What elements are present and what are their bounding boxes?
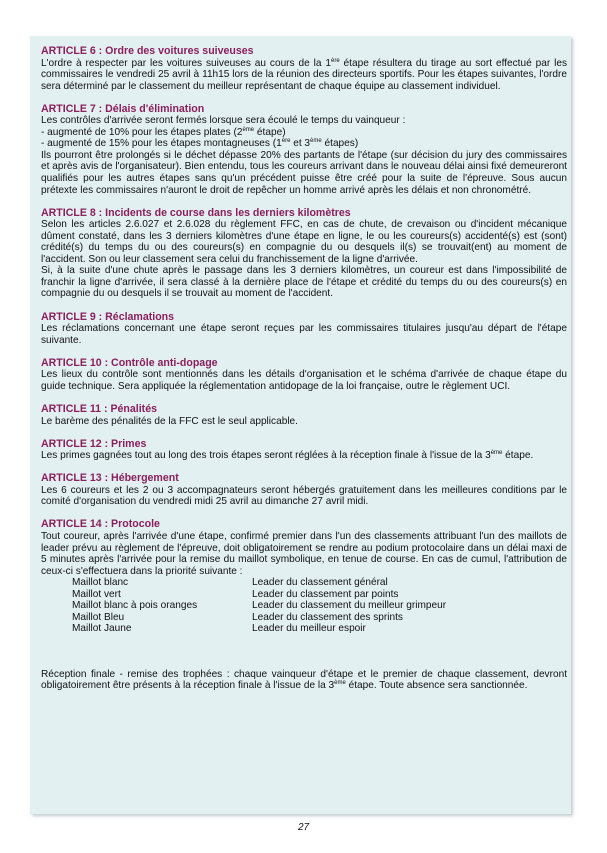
- superscript: ème: [334, 680, 346, 687]
- maillot-leader: Leader du meilleur espoir: [252, 623, 366, 635]
- article-title: ARTICLE 11 : Pénalités: [41, 402, 157, 415]
- text-run: - augmenté de 10% pour les étapes plates (2: [41, 126, 243, 138]
- regulations-text: [41, 46, 567, 692]
- text-run: Si, à la suite d'une chute après le passage dans les 3 derniers kilomètres, un coureur est dans l'impossibilité de franchir la ligne d'arrivée, il sera classé à la dernière place de l'étape et crédité du temps du ou des coureurs(s) en compagnie du ou desquels il se trouvait au moment de l'accident.: [41, 265, 567, 300]
- article-section: [41, 104, 567, 196]
- text-run: étape résultera du tirage au sort effectué par les commissaires le vendredi 25 avril à 11h15 lors de la réunion des directeurs sportifs. Pour les étapes suivantes, l'ordre sera déterminé par le classement du meilleur représentant de chaque équipe au classement individuel.: [41, 57, 568, 92]
- maillot-row: [41, 577, 567, 589]
- article-paragraph: [41, 138, 567, 150]
- text-run: Selon les articles 2.6.027 et 2.6.028 du règlement FFC, en cas de chute, de crevaison ou d'incident mécanique dûment constaté, dans les 3 derniers kilomètres d'une étape en ligne, le ou les coureurs(s) accidenté(s) est (sont) crédité(s) du temps du ou des coureurs(s) en compagnie du ou desquels il(s) se trouvait(ent) au moment de l'accident. Son ou leur classement sera celui du franchissement de la ligne d'arrivée.: [41, 219, 567, 265]
- maillot-leader: Leader du classement du meilleur grimpeur: [252, 600, 447, 612]
- text-run: étape): [254, 126, 286, 138]
- article-title: ARTICLE 14 : Protocole: [41, 518, 160, 531]
- article-title: ARTICLE 9 : Réclamations: [41, 310, 175, 323]
- article-paragraph: [41, 531, 567, 577]
- article-paragraph: [41, 115, 567, 127]
- maillot-leader: Leader du classement par points: [252, 588, 399, 600]
- maillot-row: [41, 623, 567, 635]
- article-paragraph: [41, 485, 567, 508]
- maillot-row: [41, 589, 567, 601]
- text-run: Le barème des pénalités de la FFC est le seul applicable.: [41, 415, 298, 427]
- article-paragraph: [41, 127, 567, 139]
- maillot-row: [41, 600, 567, 612]
- article-paragraph: [41, 416, 567, 428]
- maillot-leader: Leader du classement général: [252, 577, 388, 589]
- text-run: - augmenté de 15% pour les étapes montagneuses (1: [41, 138, 282, 150]
- text-run: L'ordre à respecter par les voitures suiveuses au cours de la 1: [41, 57, 331, 69]
- text-run: Les primes gagnées tout au long des trois étapes seront réglées à la réception finale à l'issue de la 3: [41, 450, 491, 462]
- article-section: [41, 312, 567, 347]
- article-title: ARTICLE 13 : Hébergement: [41, 472, 179, 485]
- maillot-name: Maillot Jaune: [72, 623, 132, 635]
- article-section: [41, 46, 567, 92]
- text-run: Ils pourront être prolongés si le déchet dépasse 20% des partants de l'étape (sur décision du jury des commissaires et après avis de l'organisateur). Bien entendu, tous les coureurs arrivant dans le nouveau délai ainsi fixé demeureront qualifiés pour les autres étapes sans qu'un précédent puisse être créé pour la suite de l'épreuve. Sous aucun prétexte les commissaires n'auront le droit de repêcher un homme arrivé après les délais et non chronométré.: [41, 149, 567, 196]
- article-title: ARTICLE 12 : Primes: [41, 437, 147, 450]
- article-section: [41, 519, 567, 634]
- page-number: 27: [297, 822, 310, 833]
- article-paragraph: [41, 219, 567, 265]
- article-paragraph: [41, 58, 567, 93]
- text-run: Réception finale - remise des trophées : chaque vainqueur d'étape et le premier de chaque classement, devront obligatoirement être présents à la réception finale à l'issue de la 3: [41, 668, 567, 692]
- article-title: ARTICLE 8 : Incidents de course dans les derniers kilomètres: [41, 206, 351, 219]
- article-title: ARTICLE 10 : Contrôle anti-dopage: [41, 356, 218, 369]
- article-title: ARTICLE 6 : Ordre des voitures suiveuses: [41, 45, 254, 57]
- maillot-name: Maillot Bleu: [72, 611, 125, 623]
- superscript: ème: [310, 138, 322, 145]
- article-section: [41, 404, 567, 427]
- article-title: ARTICLE 7 : Délais d'élimination: [41, 102, 205, 115]
- maillot-row: [41, 612, 567, 624]
- article-paragraph: [41, 450, 567, 462]
- text-run: Tout coureur, après l'arrivée d'une étape, confirmé premier dans l'un des classements attribuant l'un des maillots de leader prévu au règlement de l'épreuve, doit obligatoirement se rendre au podium protocolaire dans un délai maxi de 5 minutes après l'arrivée pour la remise du maillot symbolique, en tenue de course. En cas de cumul, l'attribution de ceux-ci s'effectuera dans la priorité suivante :: [41, 530, 567, 577]
- superscript: ère: [281, 138, 291, 145]
- article-section: [41, 473, 567, 508]
- article-section: [41, 358, 567, 393]
- text-run: étapes): [321, 138, 359, 150]
- text-run: Les 6 coureurs et les 2 ou 3 accompagnateurs seront hébergés gratuitement dans les meilleures conditions par le comité d'organisation du vendredi midi 25 avril au dimanche 27 avril midi.: [41, 484, 567, 508]
- maillot-name: Maillot blanc à pois oranges: [72, 600, 198, 612]
- maillot-leader: Leader du classement des sprints: [252, 611, 403, 623]
- maillot-name: Maillot vert: [72, 588, 121, 600]
- text-run: étape.: [502, 450, 534, 462]
- article-paragraph: [41, 323, 567, 346]
- article-section: [41, 439, 567, 462]
- maillots-list: [41, 577, 567, 635]
- final-reception-note: [41, 669, 567, 692]
- text-run: étape. Toute absence sera sanctionnée.: [345, 680, 528, 692]
- article-paragraph: [41, 369, 567, 392]
- text-run: et 3: [290, 138, 311, 150]
- maillot-name: Maillot blanc: [72, 577, 129, 589]
- article-paragraph: [41, 265, 567, 300]
- article-section: [41, 208, 567, 300]
- superscript: ème: [490, 450, 503, 457]
- superscript: ère: [330, 57, 340, 64]
- article-paragraph: [41, 150, 567, 196]
- text-run: Les contrôles d'arrivée seront fermés lorsque sera écoulé le temps du vainqueur :: [41, 115, 406, 127]
- superscript: ème: [242, 126, 255, 133]
- text-run: Les réclamations concernant une étape seront reçues par les commissaires titulaires jusqu'au départ de l'étape suivante.: [41, 323, 567, 346]
- text-run: Les lieux du contrôle sont mentionnés dans les détails d'organisation et le schéma d'arrivée de chaque étape du guide technique. Sera appliquée la réglementation antidopage de la loi française, outre le règlement UCI.: [41, 369, 567, 392]
